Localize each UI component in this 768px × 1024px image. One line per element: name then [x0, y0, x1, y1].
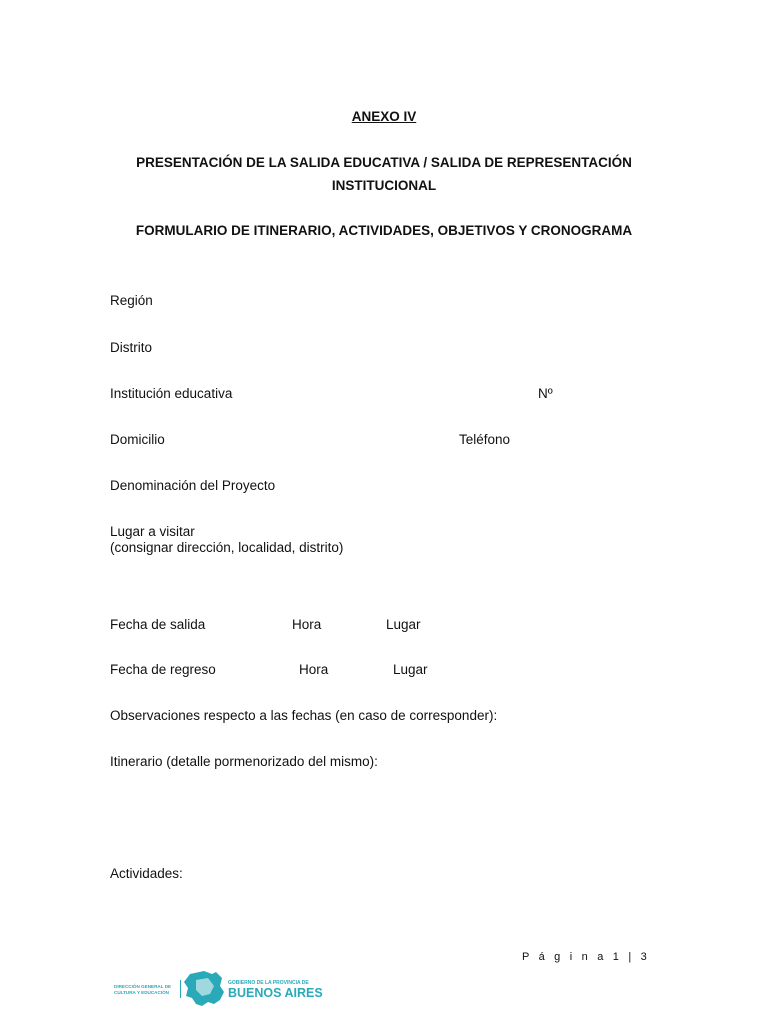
denominacion-label: Denominación del Proyecto — [110, 478, 276, 493]
logo-right-line1: GOBIERNO DE LA PROVINCIA DE — [228, 980, 309, 986]
lugar-visitar-label: Lugar a visitar — [110, 524, 195, 539]
page-number: P á g i n a 1 | 3 — [522, 951, 650, 963]
doc-title-line2: INSTITUCIONAL — [331, 178, 437, 193]
actividades-label: Actividades: — [110, 866, 183, 881]
doc-title-line1: PRESENTACIÓN DE LA SALIDA EDUCATIVA / SALIDA DE REPRESENTACIÓN — [136, 155, 632, 170]
logo-left-line2: CULTURA Y EDUCACIÓN — [114, 990, 169, 995]
telefono-label: Teléfono — [459, 432, 511, 447]
lugar-salida-label: Lugar — [386, 617, 421, 632]
region-label: Región — [110, 293, 153, 308]
distrito-label: Distrito — [110, 340, 153, 355]
numero-label: Nº — [538, 386, 553, 401]
institucion-label: Institución educativa — [110, 386, 233, 401]
hora-salida-label: Hora — [292, 617, 322, 632]
logo-left-line1: DIRECCIÓN GENERAL DE — [114, 984, 172, 989]
logo-right-line2: BUENOS AIRES — [228, 986, 323, 1000]
government-logo — [112, 968, 324, 1010]
lugar-visitar-hint: (consignar dirección, localidad, distrito) — [110, 540, 344, 555]
hora-regreso-label: Hora — [299, 662, 329, 677]
form-subtitle: FORMULARIO DE ITINERARIO, ACTIVIDADES, OBJETIVOS Y CRONOGRAMA — [135, 223, 633, 238]
domicilio-label: Domicilio — [110, 432, 165, 447]
fecha-salida-label: Fecha de salida — [110, 617, 206, 632]
itinerario-label: Itinerario (detalle pormenorizado del mismo): — [110, 754, 378, 769]
lugar-regreso-label: Lugar — [393, 662, 428, 677]
observaciones-label: Observaciones respecto a las fechas (en caso de corresponder): — [110, 708, 498, 723]
fecha-regreso-label: Fecha de regreso — [110, 662, 216, 677]
annex-title: ANEXO IV — [351, 109, 417, 124]
